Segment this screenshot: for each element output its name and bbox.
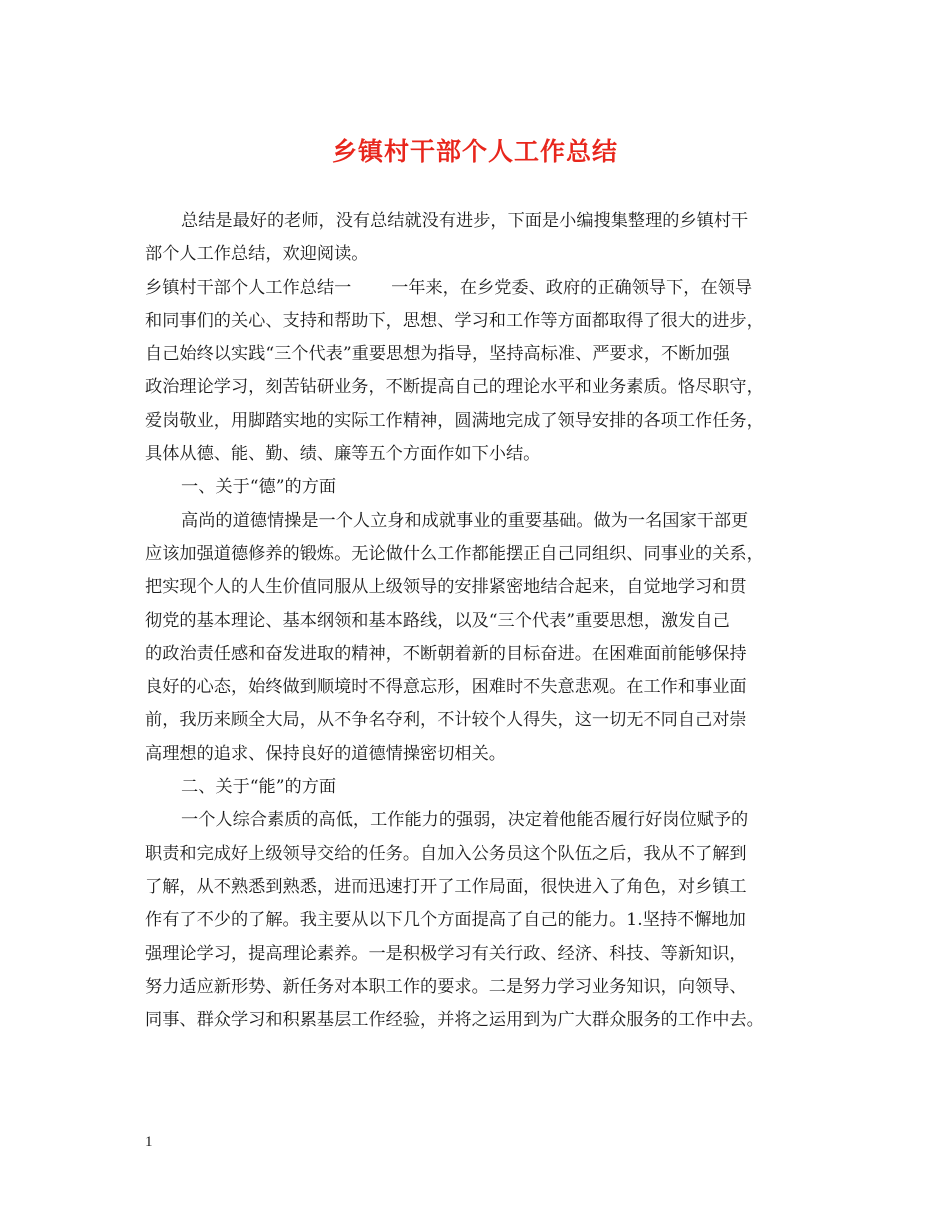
text-line: 爱岗敬业，用脚踏实地的实际工作精神，圆满地完成了领导安排的各项工作任务， [145,410,764,431]
section-heading: 二、关于“能”的方面 [181,777,337,798]
text-line: 前，我历来顾全大局，从不争名夺利，不计较个人得失，这一切无不同自己对崇 [145,710,747,731]
document-title: 乡镇村干部个人工作总结 [331,137,618,166]
text-line: 彻党的基本理论、基本纲领和基本路线，以及“三个代表”重要思想，激发自己 [145,610,730,631]
text-line: 作有了不少的了解。我主要从以下几个方面提高了自己的能力。1.坚持不懈地加 [145,910,746,931]
text-line: 的政治责任感和奋发进取的精神，不断朝着新的目标奋进。在困难面前能够保持 [145,643,747,664]
text-line: 部个人工作总结，欢迎阅读。 [145,244,369,265]
text-line: 职责和完成好上级领导交给的任务。自加入公务员这个队伍之后，我从不了解到 [145,843,747,864]
text-line: 良好的心态，始终做到顺境时不得意忘形，困难时不失意悲观。在工作和事业面 [145,677,747,698]
text-line: 了解，从不熟悉到熟悉，进而迅速打开了工作局面，很快进入了角色，对乡镇工 [145,876,747,897]
text-line: 总结是最好的老师，没有总结就没有进步，下面是小编搜集整理的乡镇村干 [181,211,749,231]
section-heading: 一、关于“德”的方面 [181,477,337,498]
text-line: 把实现个人的人生价值同服从上级领导的安排紧密地结合起来，自觉地学习和贯 [145,577,747,598]
text-line: 同事、群众学习和积累基层工作经验，并将之运用到为广大群众服务的工作中去。 [145,1010,764,1031]
text-line: 和同事们的关心、支持和帮助下，思想、学习和工作等方面都取得了很大的进步， [145,310,764,331]
page-number: 1 [145,1134,153,1150]
text-line: 具体从德、能、勤、绩、廉等五个方面作如下小结。 [145,444,541,465]
text-line: 高理想的追求、保持良好的道德情操密切相关。 [145,743,506,764]
text-line: 努力适应新形势、新任务对本职工作的要求。二是努力学习业务知识，向领导、 [145,976,747,997]
text-line: 自己始终以实践“三个代表”重要思想为指导，坚持高标准、严要求，不断加强 [145,344,730,365]
text-line: 政治理论学习，刻苦钻研业务，不断提高自己的理论水平和业务素质。恪尽职守， [145,377,764,398]
text-line: 强理论学习，提高理论素养。一是积极学习有关行政、经济、科技、等新知识， [145,943,747,964]
text-line: 乡镇村干部个人工作总结一 一年来，在乡党委、政府的正确领导下，在领导 [145,277,753,298]
text-line: 高尚的道德情操是一个人立身和成就事业的重要基础。做为一名国家干部更 [181,510,749,531]
text-line: 一个人综合素质的高低，工作能力的强弱，决定着他能否履行好岗位赋予的 [181,810,749,831]
document-body [145,205,805,1037]
text-line: 应该加强道德修养的锻炼。无论做什么工作都能摆正自己同组织、同事业的关系， [145,543,764,564]
